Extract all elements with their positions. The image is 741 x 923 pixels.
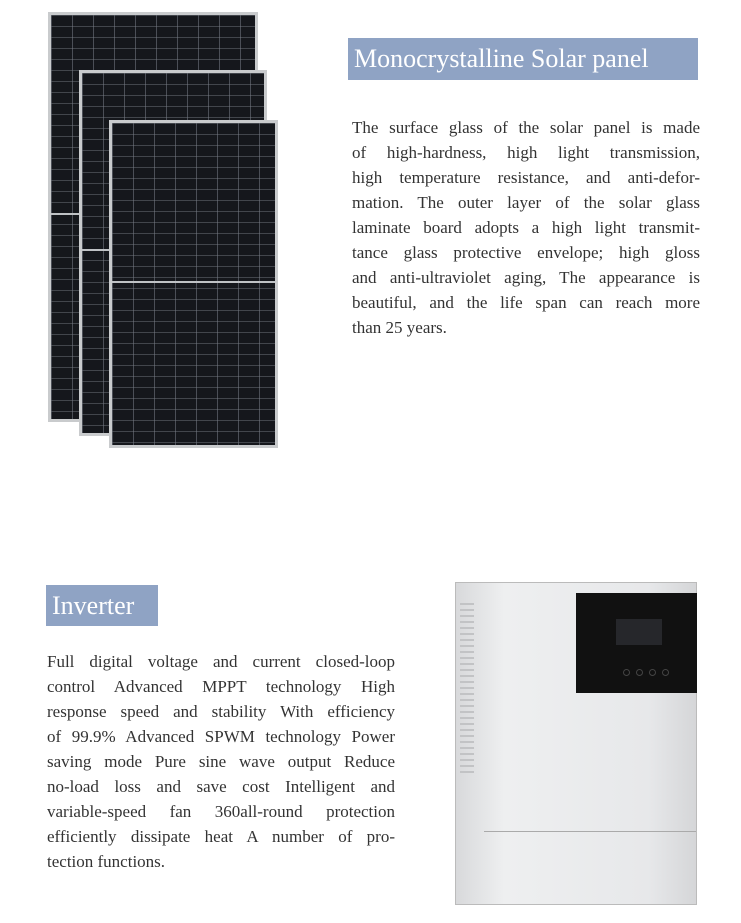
text-line: variable-speed fan 360all-round protection [47, 802, 395, 821]
inverter-description [47, 649, 395, 874]
text-line: response speed and stability With efficiency [47, 702, 395, 721]
text-line: Full digital voltage and current closed-loop [47, 652, 395, 671]
inverter-heading: Inverter [46, 585, 158, 626]
solar-panel-front [109, 120, 278, 448]
ok-button-icon [662, 669, 669, 676]
text-line: of high-hardness, high light transmission, [352, 143, 700, 162]
text-line: of 99.9% Advanced SPWM technology Power [47, 727, 395, 746]
text-line: high temperature resistance, and anti-defor- [352, 168, 700, 187]
text-line: and anti-ultraviolet aging, The appearance is [352, 268, 700, 287]
text-line: The surface glass of the solar panel is made [352, 118, 700, 137]
text-line: saving mode Pure sine wave output Reduce [47, 752, 395, 771]
inverter-image [455, 582, 697, 905]
control-panel [576, 593, 697, 693]
vent-grille [460, 603, 474, 773]
text-line: laminate board adopts a high light transmit- [352, 218, 700, 237]
case-seam [484, 831, 696, 832]
down-button-icon [649, 669, 656, 676]
text-line: efficiently dissipate heat A number of pro- [47, 827, 395, 846]
text-line: than 25 years. [352, 318, 447, 337]
text-line: tance glass protective envelope; high gloss [352, 243, 700, 262]
text-line: tection functions. [47, 852, 166, 871]
lcd-display [616, 619, 662, 645]
solar-heading: Monocrystalline Solar panel [348, 38, 698, 80]
text-line: mation. The outer layer of the solar glass [352, 193, 700, 212]
text-line: control Advanced MPPT technology High [47, 677, 395, 696]
up-button-icon [636, 669, 643, 676]
set-button-icon [623, 669, 630, 676]
text-line: beautiful, and the life span can reach more [352, 293, 700, 312]
solar-description [352, 115, 700, 340]
text-line: no-load loss and save cost Intelligent and [47, 777, 395, 796]
